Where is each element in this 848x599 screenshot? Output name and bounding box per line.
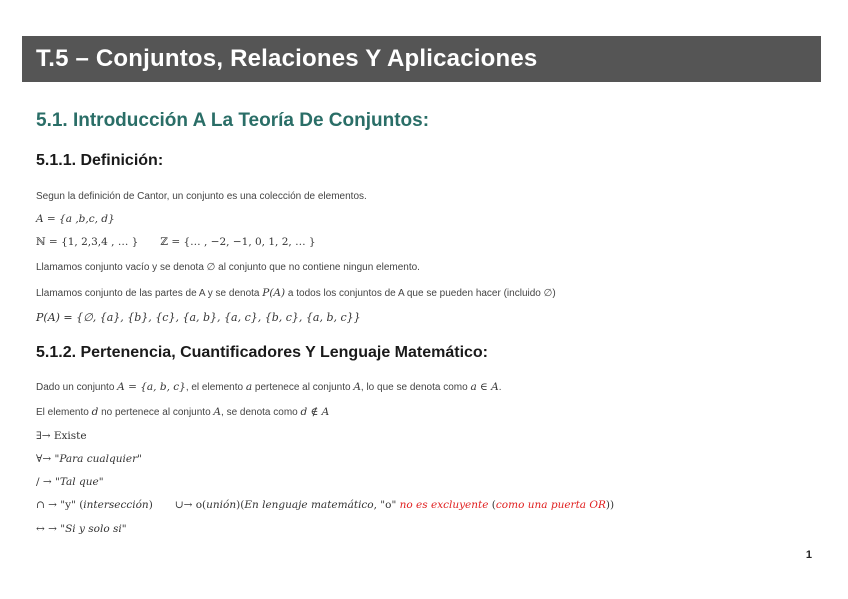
- power-set-text-post: a todos los conjuntos de A que se pueden hacer (incluido ∅): [285, 288, 556, 299]
- section-heading: 5.1. Introducción A La Teoría De Conjuntos:: [36, 110, 430, 131]
- quantifier-iff: [36, 523, 127, 535]
- forall-symbol: ∀→ ": [36, 453, 60, 465]
- paren-open: (: [488, 499, 496, 511]
- membership-math-set: A = {a, b, c}: [117, 381, 186, 393]
- membership-text-b: , el elemento: [185, 382, 246, 393]
- membership-text-e: .: [498, 382, 502, 393]
- non-membership-math-A: A: [213, 406, 222, 418]
- non-membership-text: [36, 406, 329, 418]
- power-set-text-pre: Llamamos conjunto de las partes de A y se denota: [36, 288, 263, 299]
- page-title: T.5 – Conjuntos, Relaciones Y Aplicaciones: [22, 36, 821, 82]
- non-membership-math-notin: d ∉ A: [300, 406, 330, 418]
- intersection-close: ): [148, 499, 153, 511]
- non-membership-math-d: d: [91, 406, 99, 418]
- quantifier-such-that: [36, 476, 104, 488]
- or-quote: , "o": [373, 499, 400, 511]
- subsection-heading-pertenencia: 5.1.2. Pertenencia, Cuantificadores Y Lenguaje Matemático:: [36, 344, 489, 361]
- membership-text: [36, 381, 502, 393]
- such-that-end: ": [98, 476, 104, 488]
- intersection-text: intersección: [83, 499, 149, 511]
- membership-math-in: a ∈ A: [470, 381, 499, 393]
- union-close: )(: [236, 499, 245, 511]
- non-membership-text-a: El elemento: [36, 407, 92, 418]
- power-set-example: P(A) = {∅, {a}, {b}, {c}, {a, b}, {a, c}, {b, c}, {a, b, c}}: [36, 311, 361, 324]
- integers-set: ℤ = {… , −2, −1, 0, 1, 2, … }: [160, 236, 316, 248]
- membership-text-c: pertenece al conjunto: [252, 382, 354, 393]
- power-set-text: [36, 287, 556, 299]
- quantifier-forall: [36, 453, 142, 465]
- iff-end: ": [121, 523, 127, 535]
- subsection-heading-definicion: 5.1.1. Definición:: [36, 152, 164, 169]
- number-sets-line: [36, 236, 316, 248]
- set-example: A = {a ,b,c, d}: [36, 213, 115, 225]
- forall-end: ": [137, 453, 142, 465]
- non-membership-text-c: , se denota como: [221, 407, 301, 418]
- union-symbol: ∪→ o(: [174, 499, 207, 511]
- union-text: unión: [206, 499, 237, 511]
- intersection-symbol: ∩ → "y" (: [36, 499, 84, 511]
- or-gate-note: como una puerta OR: [495, 499, 606, 511]
- iff-text: Si y solo si: [65, 523, 122, 535]
- not-exclusive-note: no es excluyente: [399, 499, 489, 511]
- non-membership-text-b: no pertenece al conjunto: [98, 407, 214, 418]
- iff-symbol: ↔ → ": [36, 523, 66, 535]
- power-set-symbol: P(A): [262, 287, 286, 299]
- naturals-set: ℕ = {1, 2,3,4 , … }: [36, 236, 139, 248]
- intersection-union-line: [36, 499, 614, 511]
- membership-math-A: A: [353, 381, 361, 393]
- membership-math-a: a: [245, 381, 253, 393]
- forall-text: Para cualquier: [59, 453, 138, 465]
- quantifier-exists: ∃→ Existe: [36, 430, 87, 442]
- membership-text-a: Dado un conjunto: [36, 382, 118, 393]
- math-language-text: En lenguaje matemático: [244, 499, 374, 511]
- page-number: 1: [805, 549, 812, 561]
- definition-text: Segun la definición de Cantor, un conjunto es una colección de elementos.: [36, 191, 367, 202]
- such-that-text: Tal que: [59, 476, 99, 488]
- membership-text-d: , lo que se denota como: [360, 382, 471, 393]
- paren-close: )): [605, 499, 615, 511]
- such-that-symbol: / → ": [36, 476, 60, 488]
- empty-set-text: Llamamos conjunto vacío y se denota ∅ al conjunto que no contiene ningun elemento.: [36, 262, 420, 273]
